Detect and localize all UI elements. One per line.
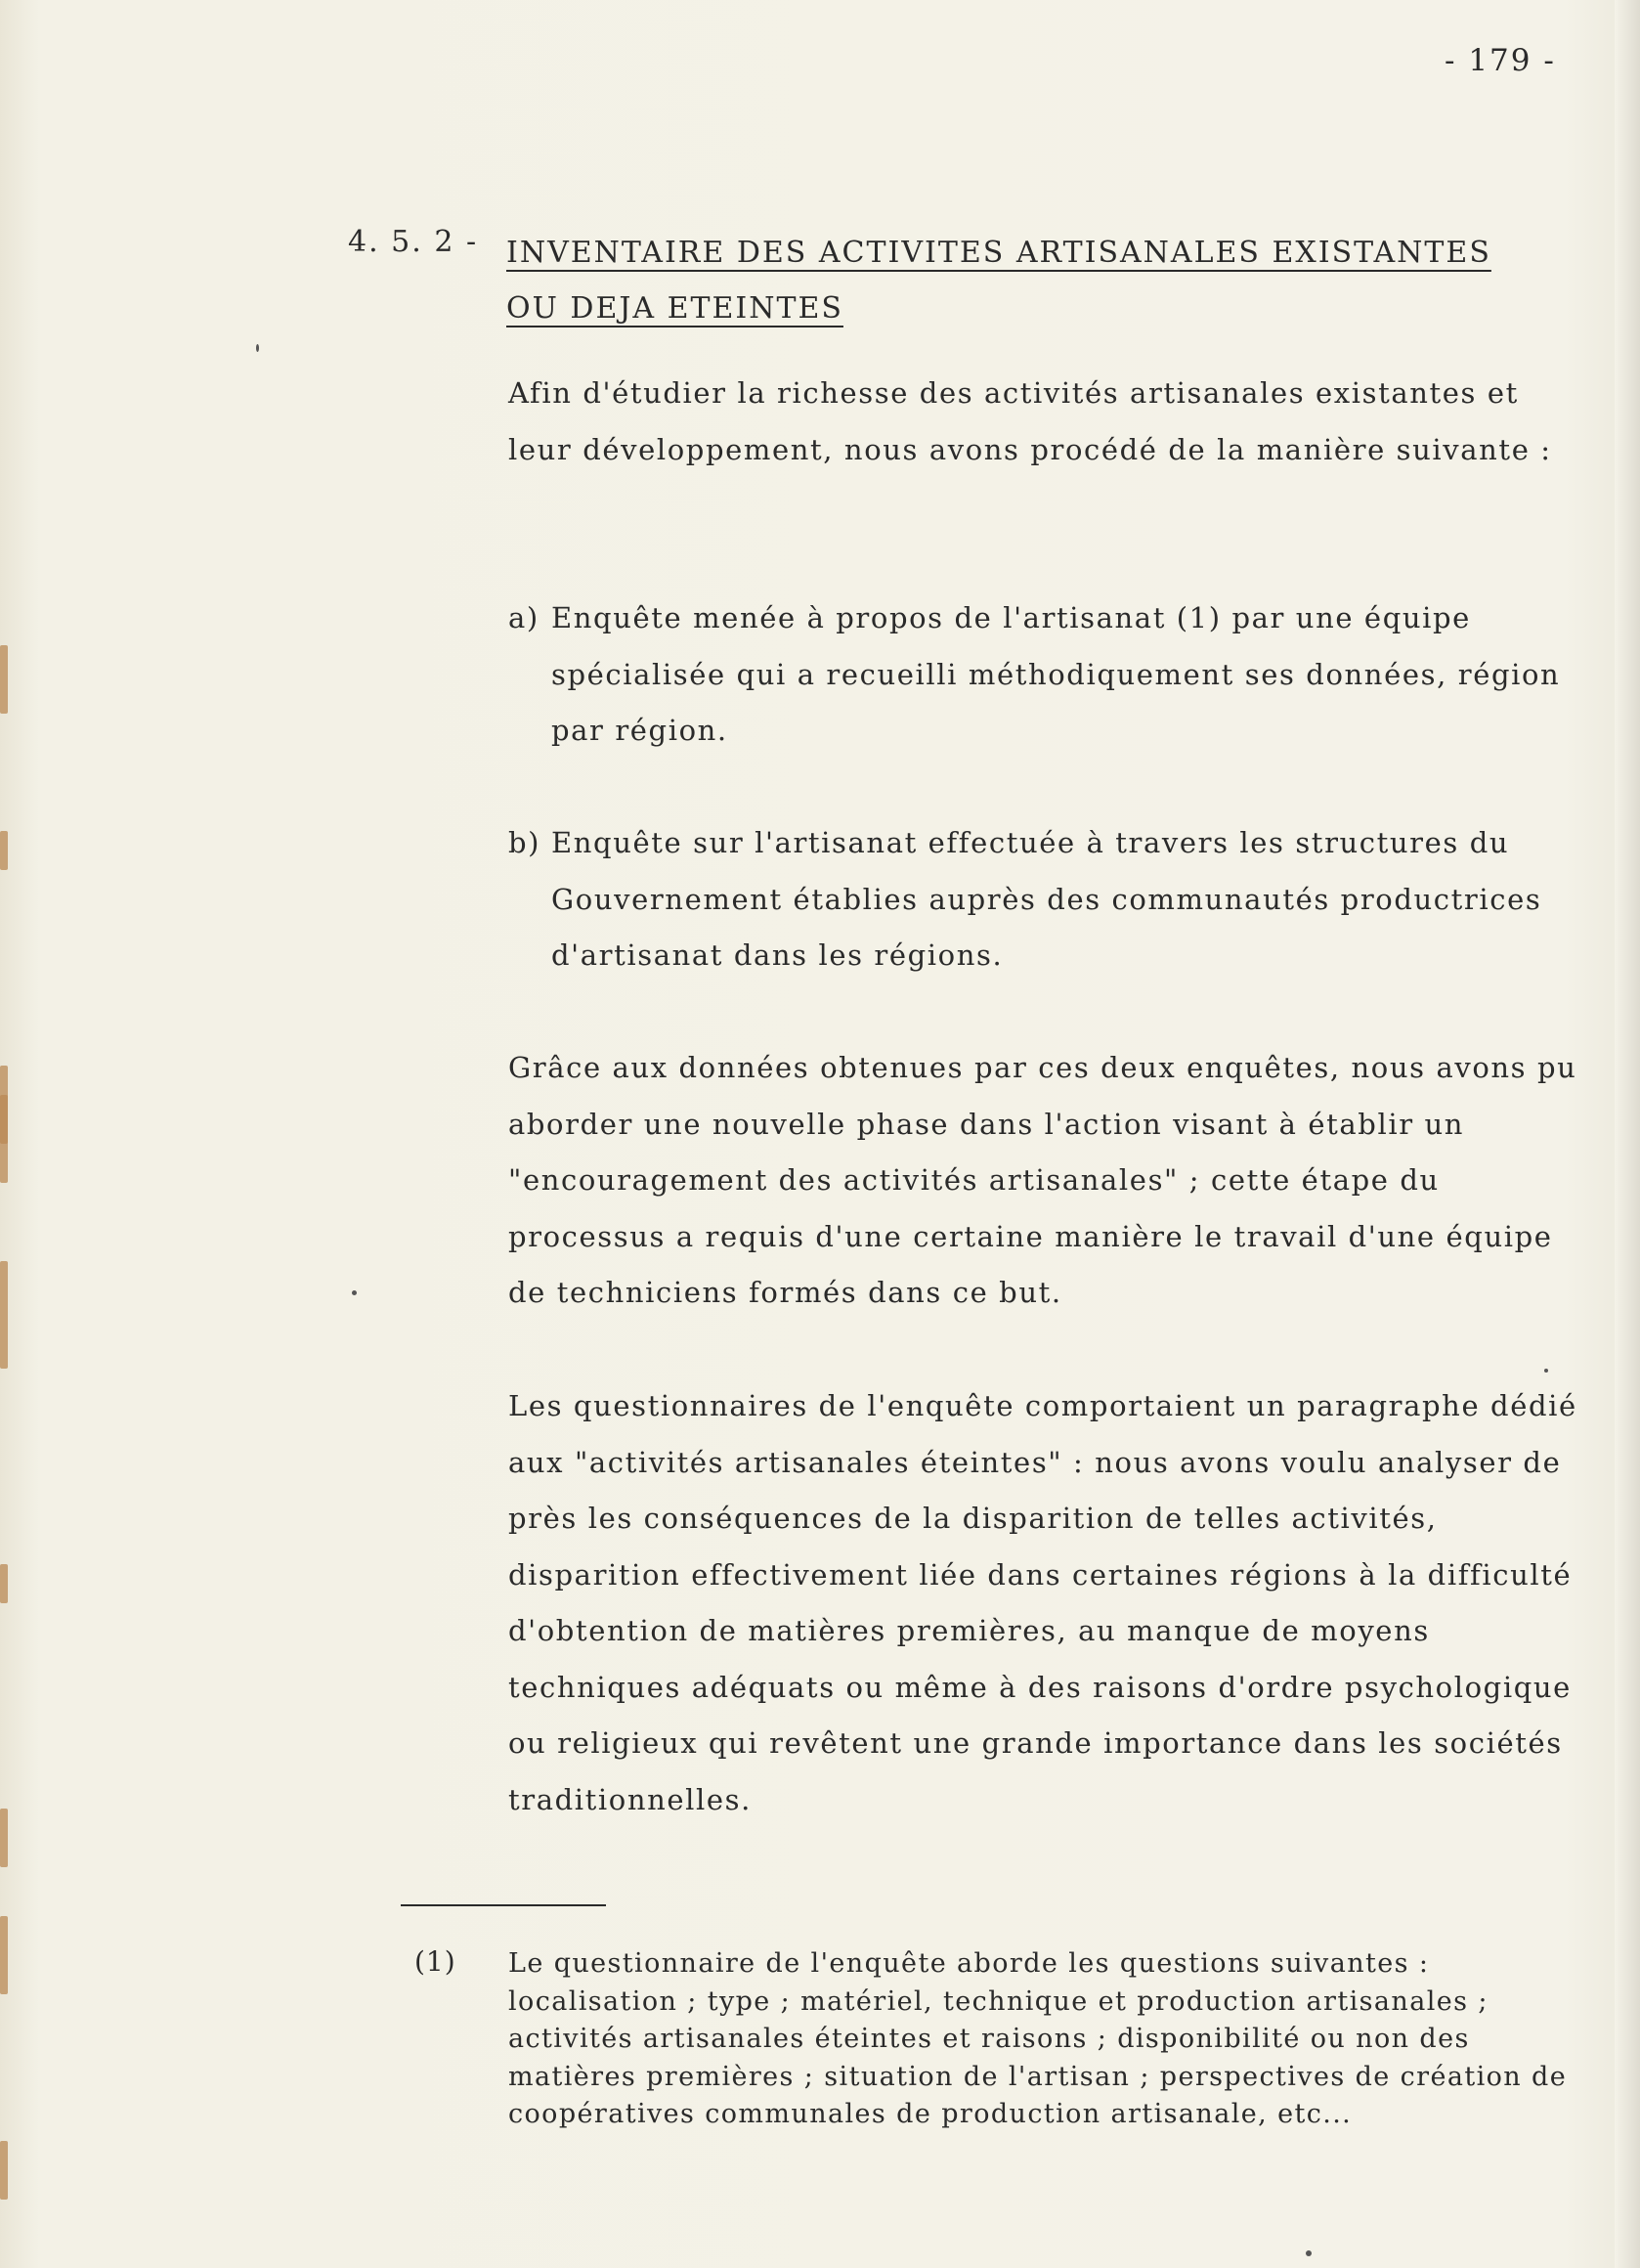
section-number: 4. 5. 2 -: [348, 225, 479, 259]
list-marker-a: a): [508, 601, 539, 634]
list-text-b: Enquête sur l'artisanat effectuée à travers les structures du Gouvernement établies auprès des communautés productrices d'artisanat dans les régions.: [551, 826, 1542, 972]
dust-speck: [256, 344, 259, 352]
dust-speck: [1306, 2250, 1312, 2256]
footnote-text: Le questionnaire de l'enquête aborde les questions suivantes : localisation ; type ; matériel, technique et production artisanales ; activités artisanales éteintes et raisons ; disponibilité ou non des matières premières ; situation de l'artisan ; perspectives de création de coopératives communales de production artisanale, etc...: [508, 1948, 1568, 2129]
section-title-line-1: INVENTAIRE DES ACTIVITES ARTISANALES EXISTANTES: [506, 236, 1491, 270]
list-text-a: Enquête menée à propos de l'artisanat (1) par une équipe spécialisée qui a recueilli méthodiquement ses données, région par région.: [551, 601, 1561, 747]
section-title-line-2: OU DEJA ETEINTES: [506, 291, 843, 326]
list-item-b: [508, 815, 1583, 984]
page-number: - 179 -: [1445, 43, 1556, 78]
grace-paragraph: Grâce aux données obtenues par ces deux enquêtes, nous avons pu aborder une nouvelle phase dans l'action visant à établir un "encouragement des activités artisanales" ; cette étape du processus a requis d'une certaine manière le travail d'une équipe de techniciens formés dans ce but.: [508, 1051, 1577, 1309]
dust-speck: [1544, 1369, 1548, 1373]
section-title: [506, 225, 1532, 336]
page-edge-shadow: [1615, 0, 1640, 2268]
questionnaires-paragraph: Les questionnaires de l'enquête comportaient un paragraphe dédié aux "activités artisanales éteintes" : nous avons voulu analyser de près les conséquences de la disparition de telles activités, disparition effectivement liée dans certaines régions à la difficulté d'obtention de matières premières, au manque de moyens techniques adéquats ou même à des raisons d'ordre psychologique ou religieux qui revêtent une grande importance dans les sociétés traditionnelles.: [508, 1389, 1577, 1816]
binding-marks: [0, 0, 14, 2268]
intro-paragraph: Afin d'étudier la richesse des activités artisanales existantes et leur développement, nous avons procédé de la manière suivante :: [508, 376, 1552, 466]
list-marker-b: b): [508, 826, 541, 859]
footnote-marker: (1): [414, 1945, 456, 1978]
footnote-divider: [401, 1904, 606, 1906]
list-item-a: [508, 590, 1583, 760]
dust-speck: [352, 1290, 357, 1295]
